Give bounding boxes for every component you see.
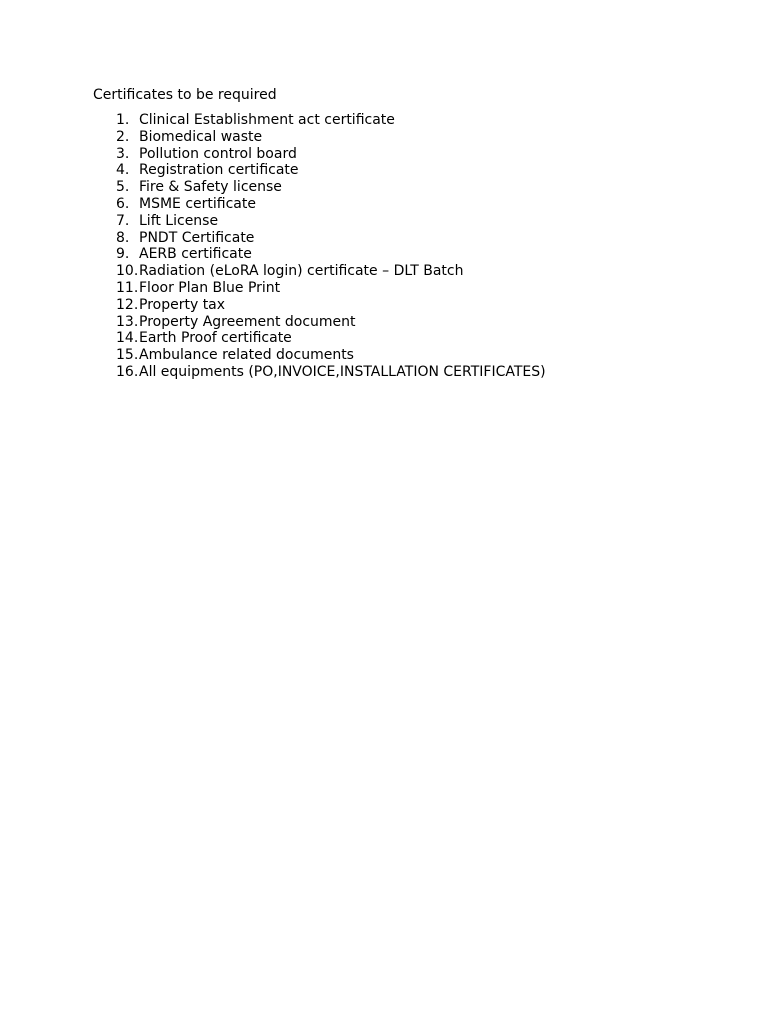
- list-item-number: 8.: [116, 229, 130, 246]
- list-item-text: Earth Proof certificate: [139, 330, 292, 347]
- list-item-number: 1.: [116, 112, 130, 128]
- list-item-text: Biomedical waste: [139, 128, 263, 145]
- list-item-text: Lift License: [139, 212, 219, 229]
- list-item-text: Property Agreement document: [139, 313, 356, 330]
- list-item-text: Ambulance related documents: [139, 347, 354, 364]
- list-item-text: MSME certificate: [139, 195, 256, 212]
- list-item-text: Fire & Safety license: [139, 179, 282, 196]
- list-item-number: 6.: [116, 195, 130, 212]
- list-item-text: Floor Plan Blue Print: [139, 279, 281, 296]
- list-item-number: 4.: [116, 162, 130, 179]
- list-item-number: 12.: [116, 296, 139, 313]
- list-item-number: 9.: [116, 246, 130, 263]
- list-item-number: 13.: [116, 313, 139, 330]
- list-item-number: 10.: [116, 263, 139, 280]
- list-item-text: Clinical Establishment act certificate: [139, 112, 395, 128]
- list-item-text: All equipments (PO,INVOICE,INSTALLATION CERTIFICATES): [139, 363, 546, 380]
- list-item-number: 3.: [116, 145, 130, 162]
- list-item-text: Property tax: [139, 296, 226, 313]
- document-heading: Certificates to be required: [93, 87, 277, 103]
- list-item-text: Registration certificate: [139, 162, 299, 179]
- list-item-text: PNDT Certificate: [139, 229, 255, 246]
- list-item-number: 2.: [116, 128, 130, 145]
- list-item-number: 15.: [116, 347, 139, 364]
- list-item-number: 7.: [116, 212, 130, 229]
- list-item-text: AERB certificate: [139, 246, 252, 263]
- list-item-text: Radiation (eLoRA login) certificate – DLT Batch: [139, 263, 464, 280]
- list-item-text: Pollution control board: [139, 145, 297, 162]
- list-item-number: 14.: [116, 330, 139, 347]
- list-item-number: 5.: [116, 179, 130, 196]
- list-item-number: 16.: [116, 363, 139, 380]
- list-item-number: 11.: [116, 279, 139, 296]
